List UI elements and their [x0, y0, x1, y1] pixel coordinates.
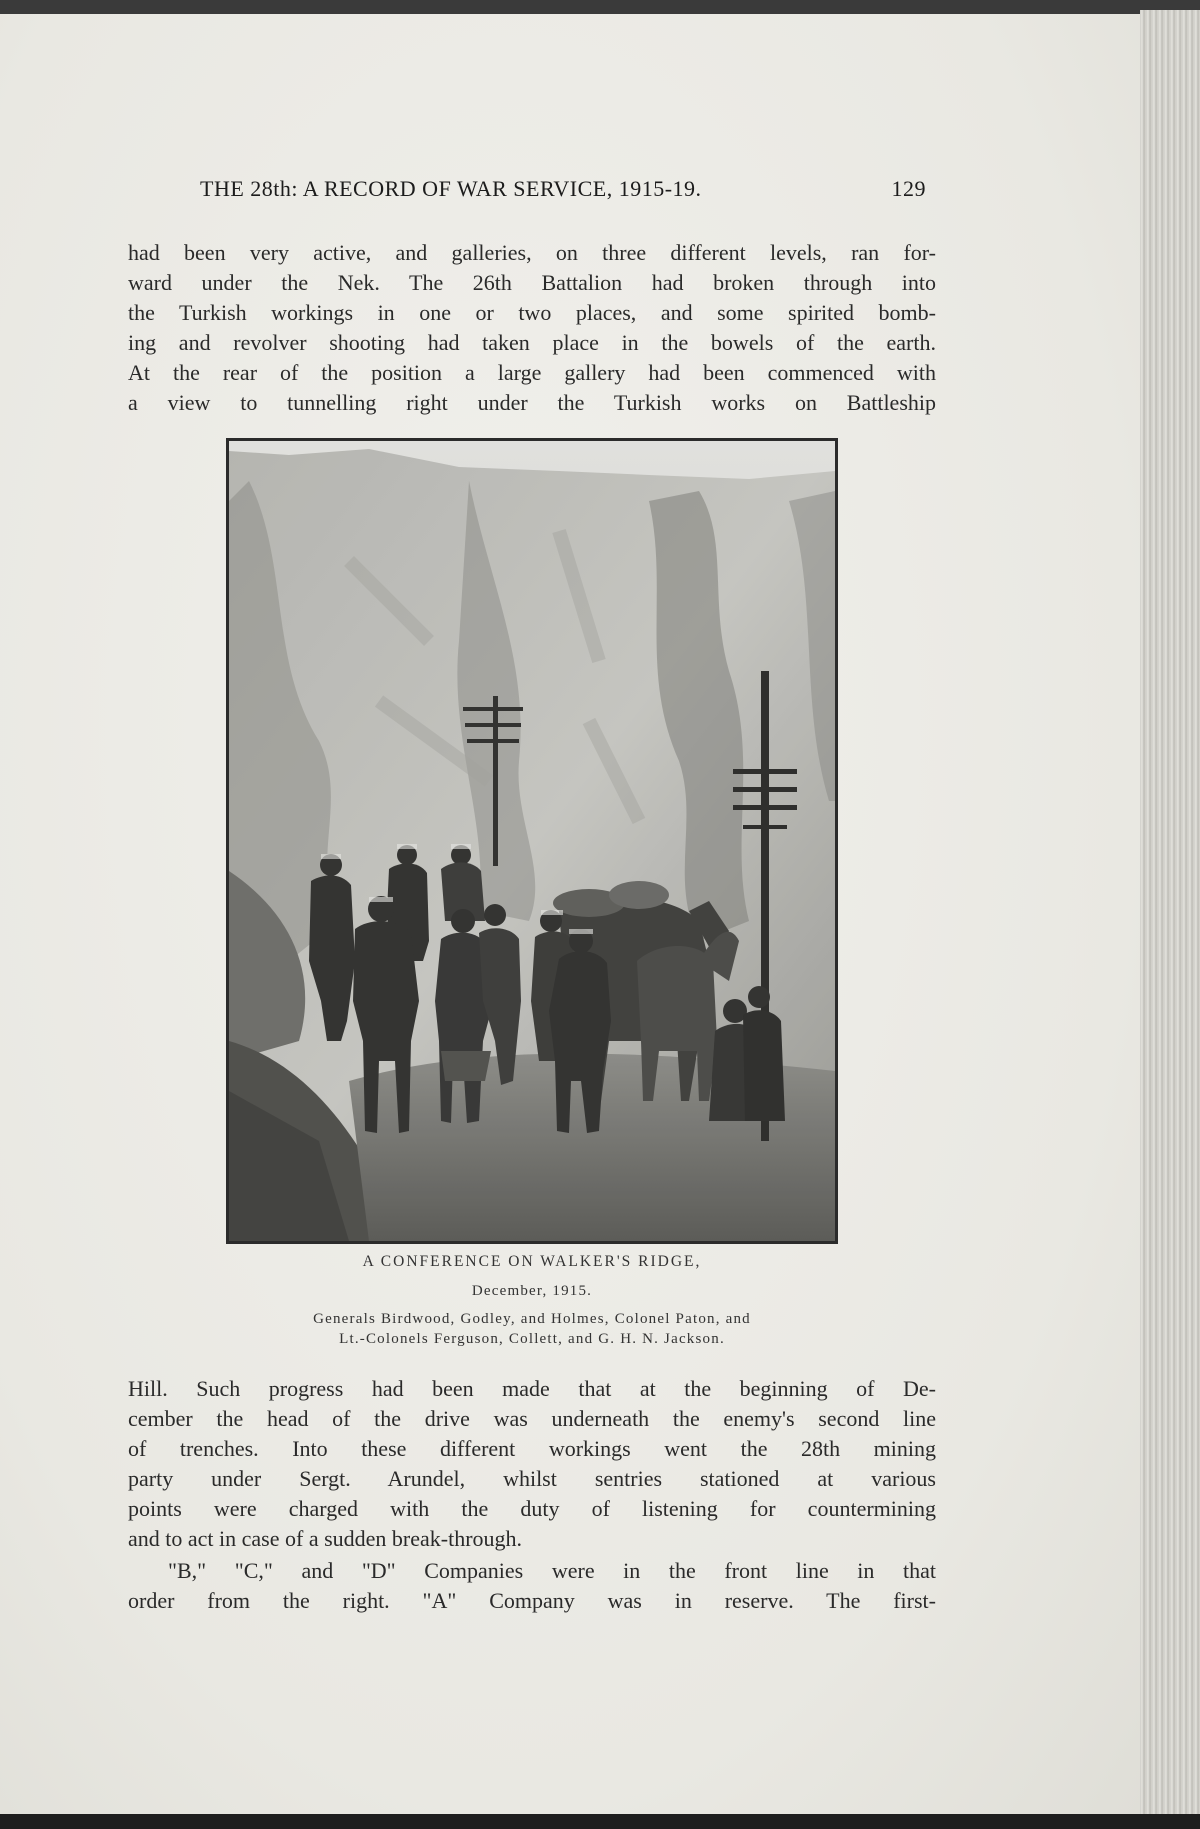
- text-line: points were charged with the duty of listening for countermining: [128, 1496, 936, 1521]
- text-line: cember the head of the drive was underneath the enemy's second line: [128, 1406, 936, 1431]
- text-line: the Turkish workings in one or two places, and some spirited bomb-: [128, 300, 936, 325]
- text-line: party under Sergt. Arundel, whilst sentries stationed at various: [128, 1466, 936, 1491]
- text-line: of trenches. Into these different workings went the 28th mining: [128, 1436, 936, 1461]
- text-line: Hill. Such progress had been made that at the beginning of De-: [128, 1376, 936, 1401]
- figure-caption-date: December, 1915.: [471, 1283, 593, 1299]
- photograph: [226, 438, 838, 1244]
- page-number: 129: [891, 176, 926, 201]
- text-line: had been very active, and galleries, on three different levels, ran for-: [128, 240, 936, 265]
- text-line: ing and revolver shooting had taken place in the bowels of the earth.: [128, 330, 936, 355]
- figure-caption-names: Lt.-Colonels Ferguson, Collett, and G. H. N. Jackson.: [339, 1331, 725, 1347]
- text-line: a view to tunnelling right under the Turkish works on Battleship: [128, 390, 936, 415]
- conference-photo: [229, 441, 835, 1241]
- paragraph-top: [128, 238, 936, 418]
- figure-caption-names: Generals Birdwood, Godley, and Holmes, Colonel Paton, and: [313, 1311, 751, 1327]
- figure-caption-title: A CONFERENCE ON WALKER'S RIDGE,: [362, 1253, 702, 1270]
- scan-top-edge: [0, 0, 1200, 14]
- paragraph-bottom-2: [128, 1556, 936, 1616]
- paragraph-bottom-1: [128, 1374, 936, 1554]
- text-line: and to act in case of a sudden break-through.: [128, 1526, 523, 1551]
- text-line: order from the right. "A" Company was in reserve. The first-: [128, 1588, 936, 1613]
- running-head-title: THE 28th: A RECORD OF WAR SERVICE, 1915-19.: [200, 176, 702, 201]
- text-line: ward under the Nek. The 26th Battalion had broken through into: [128, 270, 936, 295]
- text-line: "B," "C," and "D" Companies were in the front line in that: [168, 1558, 936, 1583]
- text-line: At the rear of the position a large gallery had been commenced with: [128, 360, 936, 385]
- scan-bottom-edge: [0, 1814, 1200, 1829]
- page-stack-edge: [1140, 10, 1200, 1815]
